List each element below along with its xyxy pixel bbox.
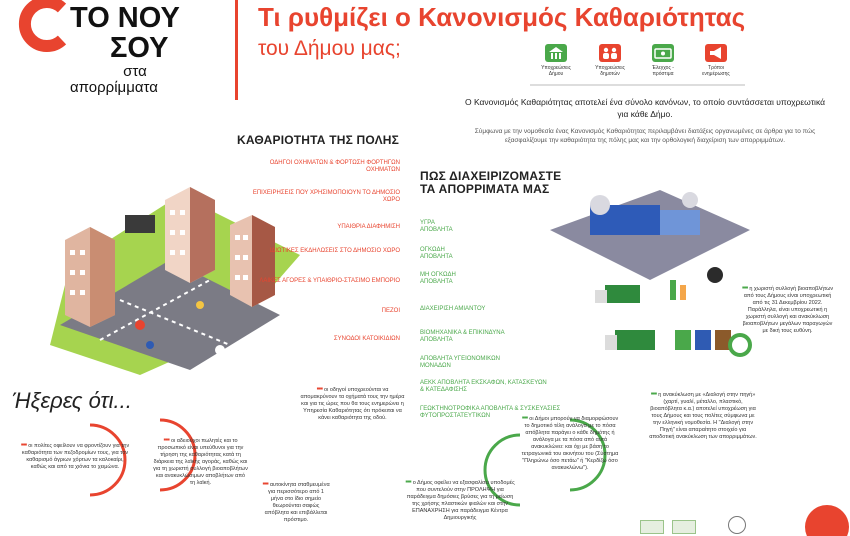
topics-bar <box>530 44 745 86</box>
waste-label-liquid: ΥΓΡΑ ΑΠΟΒΛΗΤΑ <box>420 220 453 233</box>
waste-label-industrial: ΒΙΟΜΗΧΑΝΙΚΑ & ΕΠΙΚΙΝΔΥΝΑ ΑΠΟΒΛΗΤΑ <box>420 330 505 343</box>
fact-text: η ανακύκλωση με «Διαλογή στην πηγή» (χαρτί, γυαλί, μέταλλο, πλαστικό, βιοαπόβλητα κ.α.) αποτελεί υποχρέωση για τους Δήμους και τους πολίτες σύμφωνα με την ελληνική νομοθεσία. Η "Διαλογή στην Πηγή" είναι απαραίτητο στοιχείο για αποδοτική ανακύκλωση των απορριμμάτων. <box>649 392 757 440</box>
fact-text: οι πολίτες οφείλουν να φροντίζουν για την καθαριότητα των πεζοδρομίων τους, για τον καθαρισμό άγριων χόρτων τα καλοκαίρι, καθώς και από τα χιόνια το χειμώνα. <box>21 443 130 470</box>
fact-abandoned-cars <box>262 480 330 524</box>
fact-marker: ▪▪▪ <box>262 479 268 488</box>
city-section-title: ΚΑΘΑΡΙΟΤΗΤΑ ΤΗΣ ΠΟΛΗΣ <box>237 133 400 147</box>
topic-information <box>696 44 736 77</box>
header-divider <box>235 0 238 100</box>
intro-sub: Σύμφωνα με την νομοθεσία ένας Κανονισμός Καθαριότητας περιλαμβάνει διατάξεις οργανωμένες σε άρθρα για το πώς εξασφαλίζουμε την καθαριότητα της πόλης μας και την ορθολογική διαχείριση των απορριμμάτων. <box>474 128 816 144</box>
fact-text: η χωριστή συλλογή βιοαποβλήτων από τους Δήμους είναι υποχρεωτική από τις 31 Δεκεμβρίου 2022. Παράλληλα, είναι υποχρεωτική η χωριστή συλλογή και ανακύκλωση βιοαποβλήτων μεγάλων παραγωγών με δική τους ευθύνη. <box>742 286 834 334</box>
seal-icon <box>728 516 746 534</box>
building-left <box>65 227 115 327</box>
waste-label-list <box>420 220 570 420</box>
money-icon <box>652 44 674 62</box>
waste-label-non-bulky: ΜΗ ΟΓΚΩΔΗ ΑΠΟΒΛΗΤΑ <box>420 272 456 285</box>
waste-label-bulky: ΟΓΚΩΔΗ ΑΠΟΒΛΗΤΑ <box>420 247 453 260</box>
megaphone-icon <box>705 44 727 62</box>
logo-line4: απορρίμματα <box>70 79 158 96</box>
people-icon <box>599 44 621 62</box>
fact-text: οι οδηγοί υποχρεούνται να απομακρύνουν τα οχήματά τους την ημέρα και για τις ώρες που θα τους ενημερώνει η Υπηρεσία Καθαριότητας ότι πρόκειται να κάνει καθαριότητα της οδού. <box>300 387 405 421</box>
fact-sidewalks <box>20 441 130 471</box>
fact-marker: ▪▪▪ <box>521 413 528 422</box>
logo-line1: ΤΟ ΝΟΥ <box>70 2 180 34</box>
fact-text: οι Δήμοι μπορούν να διαμορφώσουν το δημοτικό τέλη ανάλογα με το πόσα απόβλητα παράγει ο κάθε δημότης ή ανάλογα με τα πόσα από αυτά ανακυκλώνει: και όχι με βάση το τετραγωνικά του ακινήτου του (Σύστημα "Πληρώνω όσο πετάω" ή "Κερδίζω όσο ανακυκλώνω"). <box>521 416 619 471</box>
fact-marker: ▪▪▪ <box>163 435 169 444</box>
fact-marker: ▪▪▪ <box>650 389 657 398</box>
city-label-businesses: ΕΠΙΧΕΙΡΗΣΕΙΣ ΠΟΥ ΧΡΗΣΙΜΟΠΟΙΟΥΝ ΤΟ ΔΗΜΟΣΙΟ ΧΩΡΟ <box>252 190 400 203</box>
fact-drivers <box>300 385 405 422</box>
waste-label-construction: ΑΕΚΚ ΑΠΟΒΛΗΤΑ ΕΚΣΚΑΦΩΝ, ΚΑΤΑΣΚΕΥΩΝ & ΚΑΤΕΔΑΦΙΣΗΣ <box>420 380 547 393</box>
fact-text: οι αδειούχοι πωλητές και το προσωπικό είναι υπεύθυνοι για την τήρηση της καθαριότητας κατά τη διάρκεια της λαϊκής αγοράς, καθώς και για τη χωριστή συλλογή βιοαποβλήτων και ανακυκλώσιμων αποβλήτων από τη λαϊκή. <box>153 438 248 486</box>
fact-prevention <box>405 478 515 522</box>
city-label-events: ΙΔΙΩΤΙΚΕΣ ΕΚΔΗΛΩΣΕΙΣ ΣΤΟ ΔΗΜΟΣΙΟ ΧΩΡΟ <box>269 248 400 254</box>
intro-main: Ο Κανονισμός Καθαριότητας αποτελεί ένα σύνολο κανόνων, το οποίο συντάσσεται υποχρεωτικά για κάθε Δήμο. <box>464 97 826 119</box>
topic-label: Έλεγχος - πρόστιμα <box>652 65 674 77</box>
waste-title-line2: ΤΑ ΑΠΟΡΡΙΜΑΤΑ ΜΑΣ <box>420 182 550 196</box>
page-title: Τι ρυθμίζει ο Κανονισμός Καθαριότητας <box>258 2 746 32</box>
fact-marker: ▪▪▪ <box>20 440 27 449</box>
topic-municipality <box>536 44 576 77</box>
waste-facility-illustration <box>540 180 770 380</box>
waste-label-health: ΑΠΟΒΛΗΤΑ ΥΓΕΙΟΝΟΜΙΚΩΝ ΜΟΝΑΔΩΝ <box>420 356 500 369</box>
logo-arc-icon <box>14 0 74 56</box>
city-label-pedestrians: ΠΕΖΟΙ <box>381 308 400 314</box>
fact-source-separation <box>648 390 758 441</box>
fact-biowaste <box>740 284 835 335</box>
waste-title-line1: ΠΩΣ ΔΙΑΧΕΙΡΙΖΟΜΑΣΤΕ <box>420 169 562 183</box>
city-label-advertising: ΥΠΑΙΘΡΙΑ ΔΙΑΦΗΜΙΣΗ <box>337 224 400 230</box>
fact-marker: ▪▪▪ <box>405 477 411 486</box>
building-center <box>165 187 215 283</box>
city-label-markets: ΛΑΙΚΕΣ ΑΓΟΡΕΣ & ΥΠΑΙΘΡΙΟ-ΣΤΑΣΙΜΟ ΕΜΠΟΡΙΟ <box>259 278 400 284</box>
page-subtitle: του Δήμου μας; <box>258 37 401 60</box>
fact-pay-as-you-throw <box>520 414 620 472</box>
topic-citizens <box>590 44 630 77</box>
logo-line2: ΣΟΥ <box>110 32 169 64</box>
corner-logo <box>805 505 849 536</box>
city-label-pet-owners: ΣΥΝΟΔΟΙ ΚΑΤΟΙΚΙΔΙΩΝ <box>333 336 400 342</box>
fact-text: ο Δήμος οφείλει να εξασφαλίσει υποδομές που συντελούν στην ΠΡΟΛΗΨΗ για παράδειγμα δημόσιες βρύσες για τη μείωση της χρήσης πλαστικών φιαλών και στην ΕΠΑΝΑΧΡΗΣΗ για παράδειγμα Κέντρα Δημιουργικής <box>406 480 515 521</box>
topic-fines <box>643 44 683 77</box>
fact-market-vendors <box>153 436 248 487</box>
city-label-list <box>240 160 400 360</box>
partner-logo <box>640 520 664 534</box>
waste-label-asbestos: ΔΙΑΧΕΙΡΙΣΗ ΑΜΙΑΝΤΟΥ <box>420 306 486 312</box>
waste-label-agricultural: ΓΕΩΚΤΗΝΟΤΡΟΦΙΚΑ ΑΠΟΒΛΗΤΑ & ΣΥΣΚΕΥΑΣΙΕΣ ΦΥΤΟΠΡΟΣΤΑΤΕΥΤΙΚΩΝ <box>420 406 561 419</box>
logo <box>70 4 220 95</box>
topic-label: Υποχρεώσεις Δήμου <box>541 65 571 77</box>
city-label-drivers: ΟΔΗΓΟΙ ΟΧΗΜΑΤΩΝ & ΦΟΡΤΩΣΗ ΦΟΡΤΗΓΩΝ ΟΧΗΜΑΤΩΝ <box>269 160 400 173</box>
did-you-know-title: Ήξερες ότι... <box>12 388 132 413</box>
topic-label: Τρόποι ενημέρωσης <box>702 65 730 77</box>
building-icon <box>545 44 567 62</box>
fact-marker: ▪▪▪ <box>741 283 748 292</box>
partner-logo <box>672 520 696 534</box>
fact-marker: ▪▪▪ <box>316 384 323 393</box>
logo-line3: στα <box>123 63 147 80</box>
topic-label: Υποχρεώσεις δημοτών <box>595 65 625 77</box>
fact-text: αυτοκίνητα σταθμευμένα για περισσότερο από 1 μήνα στο ίδιο σημείο θεωρούνται σαφώς απόβλητα και επιβάλλεται πρόστιμο. <box>264 482 330 523</box>
